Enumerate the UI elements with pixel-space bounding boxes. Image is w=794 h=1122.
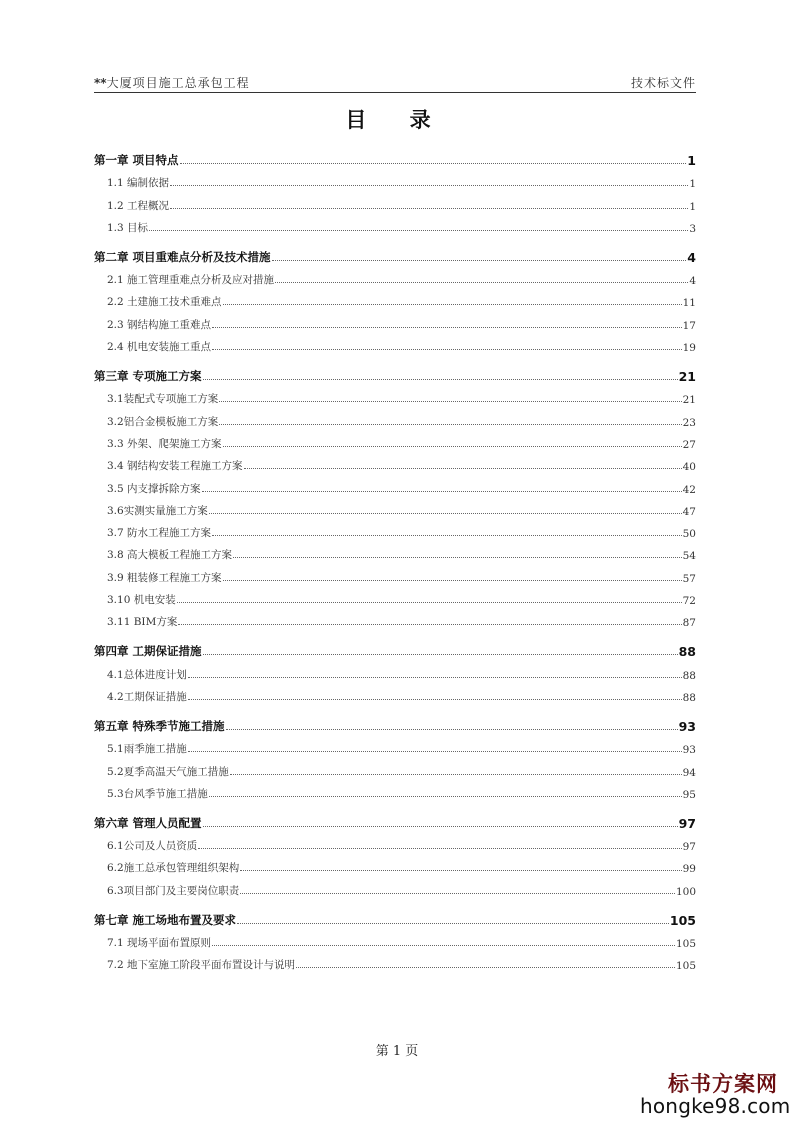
toc-chapter-entry[interactable] <box>94 712 696 734</box>
toc-dot-leader <box>272 260 687 261</box>
toc-dot-leader <box>198 848 681 849</box>
toc-dot-leader <box>244 468 682 469</box>
toc-entry-page: 40 <box>682 461 696 474</box>
toc-entry-page: 42 <box>682 483 696 496</box>
toc-entry-page: 72 <box>682 595 696 608</box>
toc-entry-page: 88 <box>678 644 696 660</box>
toc-entry-label: 3.9 粗装修工程施工方案 <box>107 571 222 584</box>
toc-entry-label: 第三章 专项施工方案 <box>94 369 202 384</box>
toc-entry-label: 7.1 现场平面布置原则 <box>107 937 212 950</box>
toc-entry-page: 11 <box>682 297 696 310</box>
toc-section-entry[interactable] <box>94 473 696 495</box>
toc-dot-leader <box>219 424 681 425</box>
toc-entry-page: 1 <box>689 200 696 213</box>
toc-entry-page: 27 <box>682 438 696 451</box>
toc-entry-label: 第六章 管理人员配置 <box>94 815 202 830</box>
toc-entry-label: 2.4 机电安装施工重点 <box>107 341 212 354</box>
toc-dot-leader <box>188 751 682 752</box>
toc-dot-leader <box>223 580 682 581</box>
toc-entry-label: 6.2施工总承包管理组织架构 <box>107 862 240 875</box>
watermark-logo <box>640 1068 791 1118</box>
toc-entry-label: 5.3台风季节施工措施 <box>107 787 208 800</box>
toc-entry-page: 88 <box>682 691 696 704</box>
toc-section-entry[interactable] <box>94 875 696 897</box>
toc-entry-page: 50 <box>682 528 696 541</box>
toc-dot-leader <box>149 230 688 231</box>
toc-entry-page: 1 <box>687 153 696 168</box>
toc-entry-page: 97 <box>682 841 696 854</box>
toc-dot-leader <box>202 491 682 492</box>
toc-entry-page: 100 <box>675 885 696 898</box>
toc-section-entry[interactable] <box>94 332 696 354</box>
toc-section-entry[interactable] <box>94 682 696 704</box>
toc-dot-leader <box>178 624 681 625</box>
header-doc-type: 技术标文件 <box>630 76 696 90</box>
toc-section-entry[interactable] <box>94 384 696 406</box>
toc-entry-page: 54 <box>682 550 696 563</box>
toc-entry-label: 6.3项目部门及主要岗位职责 <box>107 884 240 897</box>
toc-entry-label: 3.7 防水工程施工方案 <box>107 527 212 540</box>
toc-entry-label: 3.6实测实量施工方案 <box>107 504 208 517</box>
toc-section-entry[interactable] <box>94 607 696 629</box>
page-header <box>94 72 696 93</box>
watermark-cn: 标书方案网 <box>668 1071 778 1096</box>
toc-entry-label: 第七章 施工场地布置及要求 <box>94 912 237 927</box>
toc-entry-page: 21 <box>682 394 696 407</box>
toc-dot-leader <box>203 826 678 827</box>
toc-dot-leader <box>203 379 678 380</box>
toc-entry-label: 7.2 地下室施工阶段平面布置设计与说明 <box>107 959 296 972</box>
toc-section-entry[interactable] <box>94 831 696 853</box>
toc-entry-label: 2.2 土建施工技术重难点 <box>107 296 222 309</box>
toc-dot-leader <box>209 796 682 797</box>
toc-chapter-entry[interactable] <box>94 146 696 168</box>
toc-entry-page: 57 <box>682 572 696 585</box>
toc-section-entry[interactable] <box>94 734 696 756</box>
toc-entry-label: 1.3 目标 <box>107 221 149 234</box>
watermark-url: hongke98.com <box>640 1094 791 1118</box>
toc-title: 目 录 <box>345 108 449 132</box>
toc-dot-leader <box>212 535 682 536</box>
toc-entry-page: 87 <box>682 617 696 630</box>
toc-dot-leader <box>170 185 688 186</box>
toc-entry-page: 93 <box>682 744 696 757</box>
toc-entry-label: 5.1雨季施工措施 <box>107 743 187 756</box>
toc-dot-leader <box>188 699 682 700</box>
toc-section-entry[interactable] <box>94 562 696 584</box>
toc-entry-page: 105 <box>675 938 696 951</box>
toc-chapter-entry[interactable] <box>94 809 696 831</box>
toc-section-entry[interactable] <box>94 451 696 473</box>
toc-entry-page: 1 <box>689 178 696 191</box>
page-number-footer: 第 1 页 <box>375 1044 419 1059</box>
toc-dot-leader <box>223 304 682 305</box>
toc-dot-leader <box>226 729 678 730</box>
toc-dot-leader <box>212 327 682 328</box>
toc-entry-page: 47 <box>682 505 696 518</box>
toc-chapter-entry[interactable] <box>94 637 696 659</box>
toc-entry-label: 2.3 钢结构施工重难点 <box>107 318 212 331</box>
toc-section-entry[interactable] <box>94 168 696 190</box>
toc-entry-label: 第二章 项目重难点分析及技术措施 <box>94 249 271 264</box>
toc-section-entry[interactable] <box>94 265 696 287</box>
toc-entry-label: 3.2铝合金模板施工方案 <box>107 415 219 428</box>
toc-section-entry[interactable] <box>94 756 696 778</box>
toc-entry-page: 93 <box>678 718 696 734</box>
toc-chapter-entry[interactable] <box>94 906 696 928</box>
toc-entry-page: 97 <box>678 815 696 831</box>
toc-section-entry[interactable] <box>94 853 696 875</box>
toc-entry-page: 4 <box>689 275 696 288</box>
toc-dot-leader <box>219 401 681 402</box>
toc-section-entry[interactable] <box>94 659 696 681</box>
toc-dot-leader <box>233 557 682 558</box>
toc-dot-leader <box>170 208 688 209</box>
toc-dot-leader <box>223 446 682 447</box>
toc-entry-label: 2.1 施工管理重难点分析及应对措施 <box>107 274 275 287</box>
toc-section-entry[interactable] <box>94 540 696 562</box>
toc-entry-page: 4 <box>687 249 696 265</box>
toc-entry-page: 21 <box>678 369 696 385</box>
toc-entry-label: 3.8 高大模板工程施工方案 <box>107 549 233 562</box>
toc-section-entry[interactable] <box>94 213 696 235</box>
toc-dot-leader <box>212 349 682 350</box>
toc-entry-label: 3.5 内支撑拆除方案 <box>107 482 201 495</box>
toc-section-entry[interactable] <box>94 429 696 451</box>
toc-entry-page: 105 <box>675 960 696 973</box>
toc-entry-page: 99 <box>682 863 696 876</box>
toc-entry-label: 第四章 工期保证措施 <box>94 644 202 659</box>
toc-dot-leader <box>180 163 687 164</box>
toc-section-entry[interactable] <box>94 928 696 950</box>
toc-entry-page: 88 <box>682 669 696 682</box>
toc-entry-page: 105 <box>669 912 696 928</box>
header-project-title <box>94 74 250 91</box>
toc-entry-label: 5.2夏季高温天气施工措施 <box>107 765 229 778</box>
toc-dot-leader <box>275 282 688 283</box>
toc-section-entry[interactable] <box>94 287 696 309</box>
toc-entry-label: 4.2工期保证措施 <box>107 690 187 703</box>
toc-entry-page: 94 <box>682 766 696 779</box>
toc-section-entry[interactable] <box>94 950 696 972</box>
toc-entry-label: 3.1装配式专项施工方案 <box>107 393 219 406</box>
toc-entry-page: 23 <box>682 416 696 429</box>
toc-entry-label: 3.10 机电安装 <box>107 594 176 607</box>
toc-section-entry[interactable] <box>94 406 696 428</box>
toc-entry-label: 3.11 BIM方案 <box>107 616 178 629</box>
toc-dot-leader <box>212 945 675 946</box>
table-of-contents <box>94 146 696 972</box>
toc-entry-label: 4.1总体进度计划 <box>107 668 187 681</box>
toc-dot-leader <box>237 923 669 924</box>
toc-entry-label: 1.2 工程概况 <box>107 199 170 212</box>
toc-dot-leader <box>296 967 675 968</box>
header-project-prefix: ** <box>94 76 107 90</box>
toc-section-entry[interactable] <box>94 190 696 212</box>
toc-dot-leader <box>188 677 682 678</box>
toc-dot-leader <box>177 602 682 603</box>
toc-chapter-entry[interactable] <box>94 243 696 265</box>
toc-entry-label: 1.1 编制依据 <box>107 177 170 190</box>
toc-entry-page: 95 <box>682 788 696 801</box>
toc-section-entry[interactable] <box>94 309 696 331</box>
toc-entry-label: 第五章 特殊季节施工措施 <box>94 718 225 733</box>
toc-entry-label: 第一章 项目特点 <box>94 153 179 167</box>
header-project-name: 大厦项目施工总承包工程 <box>106 76 250 90</box>
toc-entry-page: 17 <box>682 319 696 332</box>
toc-entry-label: 3.3 外架、爬架施工方案 <box>107 437 222 450</box>
toc-entry-label: 6.1公司及人员资质 <box>107 840 198 853</box>
toc-section-entry[interactable] <box>94 779 696 801</box>
toc-entry-label: 3.4 钢结构安装工程施工方案 <box>107 460 243 473</box>
toc-entry-page: 19 <box>682 342 696 355</box>
toc-section-entry[interactable] <box>94 585 696 607</box>
toc-dot-leader <box>230 774 682 775</box>
toc-dot-leader <box>203 654 678 655</box>
toc-section-entry[interactable] <box>94 518 696 540</box>
toc-dot-leader <box>240 870 681 871</box>
toc-dot-leader <box>209 513 682 514</box>
toc-entry-page: 3 <box>689 222 696 235</box>
toc-chapter-entry[interactable] <box>94 362 696 384</box>
toc-dot-leader <box>240 893 675 894</box>
toc-section-entry[interactable] <box>94 496 696 518</box>
